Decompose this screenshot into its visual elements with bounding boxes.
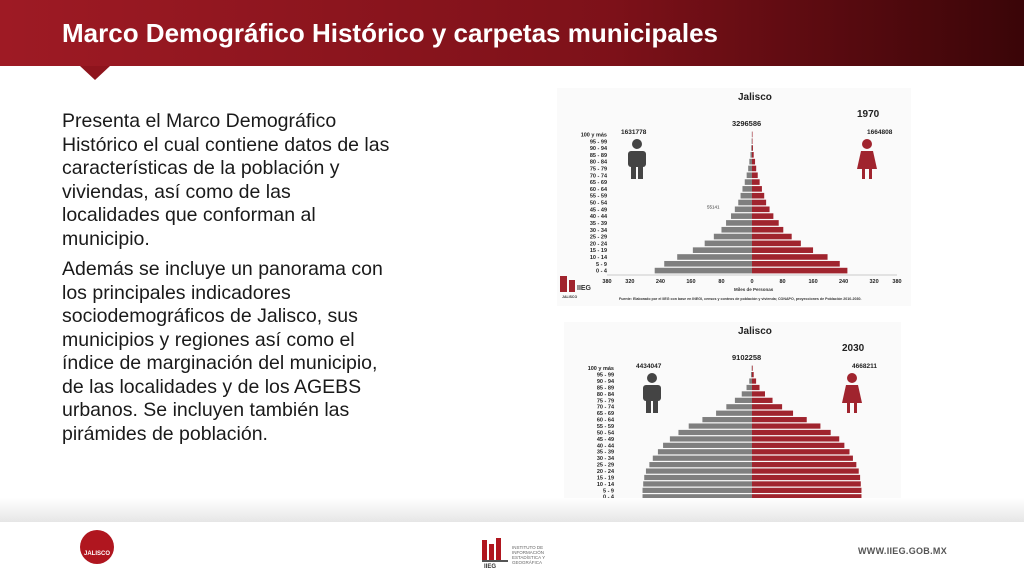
male-bar: [751, 372, 752, 377]
female-bar: [752, 475, 860, 480]
male-bar: [714, 234, 752, 240]
iieg-org-name: INSTITUTO DE INFORMACIÓN ESTADÍSTICA Y GEOGRÁFICA: [512, 545, 546, 565]
female-bar: [752, 391, 765, 396]
female-bar: [752, 213, 773, 219]
female-bar: [752, 254, 828, 260]
age-group-label: 10 - 14: [589, 255, 607, 262]
age-group-label: 50 - 54: [589, 200, 607, 207]
page-title: Marco Demográfico Histórico y carpetas municipales: [62, 18, 718, 48]
age-group-label: 100 y más: [587, 366, 614, 373]
age-group-label: 75 - 79: [596, 398, 614, 405]
male-bar: [747, 385, 752, 390]
female-bar: [752, 423, 820, 428]
female-bar: [752, 488, 861, 493]
female-bar: [752, 385, 760, 390]
female-bar: [752, 481, 861, 486]
male-bar: [670, 436, 752, 441]
age-group-label: 65 - 69: [589, 180, 607, 187]
x-tick-label: 80: [779, 279, 786, 285]
x-tick-label: 380: [602, 279, 612, 285]
age-group-label: 60 - 64: [596, 417, 614, 424]
age-group-label: 25 - 29: [596, 462, 614, 469]
chart-annotation: 55141: [707, 204, 720, 210]
male-silhouette-icon: [628, 139, 646, 179]
x-tick-label: 0: [750, 279, 754, 285]
female-bar: [752, 430, 831, 435]
age-group-label: 35 - 39: [589, 220, 607, 227]
body-text: [62, 110, 392, 453]
chart-title: Jalisco: [738, 92, 772, 103]
age-group-label: 40 - 44: [589, 214, 607, 221]
male-bar: [721, 227, 752, 233]
male-bar: [646, 468, 752, 473]
male-bar: [749, 159, 752, 165]
age-group-label: 25 - 29: [589, 234, 607, 241]
female-bar: [752, 366, 753, 371]
female-bar: [752, 152, 754, 158]
male-bar: [658, 449, 752, 454]
female-bar: [752, 268, 847, 274]
female-bar: [752, 247, 813, 253]
female-bar: [752, 468, 859, 473]
age-group-label: 40 - 44: [596, 443, 614, 450]
age-group-label: 35 - 39: [596, 449, 614, 456]
female-bar: [752, 179, 760, 185]
male-bar: [664, 261, 752, 267]
male-bar: [751, 145, 752, 151]
female-bar: [752, 159, 755, 165]
age-group-label: 20 - 24: [596, 469, 614, 475]
female-bar: [752, 220, 779, 226]
chart-total: 3296586: [732, 119, 762, 128]
bottom-band: [0, 498, 1024, 522]
age-group-label: 85 - 89: [596, 385, 614, 392]
male-bar: [705, 241, 752, 247]
age-group-label: 55 - 59: [589, 193, 607, 200]
x-tick-label: 160: [808, 279, 818, 285]
male-bar: [716, 411, 752, 416]
female-bar: [752, 207, 770, 213]
age-group-label: 85 - 89: [589, 152, 607, 159]
age-group-label: 95 - 99: [596, 372, 614, 379]
x-tick-label: 240: [838, 279, 849, 285]
chart-total: 9102258: [732, 353, 762, 362]
female-bar: [752, 443, 844, 448]
male-bar: [649, 462, 752, 467]
male-bar: [735, 207, 752, 213]
male-bar: [677, 254, 752, 260]
age-group-label: 80 - 84: [596, 391, 614, 398]
chart-logo-icon: [560, 276, 567, 292]
male-bar: [738, 200, 752, 206]
header-notch: [80, 66, 110, 80]
age-group-label: 20 - 24: [589, 241, 607, 248]
female-bar: [752, 132, 753, 138]
age-group-label: 30 - 34: [589, 227, 607, 234]
male-bar: [748, 166, 752, 172]
female-bar: [752, 456, 853, 461]
age-group-label: 45 - 49: [589, 207, 607, 214]
female-bar: [752, 241, 801, 247]
female-bar: [752, 436, 839, 441]
female-bar: [752, 227, 783, 233]
male-bar: [693, 247, 752, 253]
population-pyramid-1970: [557, 88, 911, 306]
paragraph-2: Además se incluye un panorama con los principales indicadores sociodemográficos de Jalisco, sus municipios y regiones así como el índice de marginación del municipio, de las localidades y de los AGEBS urbanos. Se incluyen también las pirámides de población.: [62, 258, 383, 445]
pyramid-1970-svg: [557, 88, 911, 306]
female-bar: [752, 145, 753, 151]
male-bar: [726, 220, 752, 226]
chart-logo-text: IIEG: [577, 285, 592, 292]
male-bar: [726, 404, 752, 409]
women-total: 4668211: [852, 363, 877, 370]
male-bar: [644, 475, 752, 480]
x-tick-label: 380: [892, 279, 902, 285]
female-bar: [752, 234, 792, 240]
source-note: Fuente: Elaborado por el IIEG con base en INEGI, censos y conteos de población y vivienda; CONAPO, proyecciones de Población 2010-2030.: [619, 297, 862, 301]
age-group-label: 15 - 19: [596, 475, 614, 482]
male-bar: [678, 430, 752, 435]
website-url[interactable]: WWW.IIEG.GOB.MX: [858, 546, 947, 556]
male-bar: [745, 179, 752, 185]
female-bar: [752, 261, 840, 267]
male-bar: [653, 456, 752, 461]
age-group-label: 60 - 64: [589, 186, 607, 193]
age-group-label: 95 - 99: [589, 139, 607, 146]
female-bar: [752, 462, 856, 467]
age-group-label: 75 - 79: [589, 166, 607, 173]
female-bar: [752, 417, 807, 422]
male-bar: [663, 443, 752, 448]
male-silhouette-icon: [643, 373, 661, 413]
female-bar: [752, 411, 793, 416]
age-group-label: 65 - 69: [596, 411, 614, 418]
female-silhouette-icon: [857, 139, 877, 179]
male-bar: [643, 488, 752, 493]
age-group-label: 70 - 74: [589, 173, 607, 180]
female-bar: [752, 200, 766, 206]
x-tick-label: 320: [869, 279, 879, 285]
female-bar: [752, 193, 764, 199]
chart-logo-icon: [569, 280, 575, 292]
age-group-label: 5 - 9: [595, 261, 607, 268]
age-group-label: 10 - 14: [596, 481, 614, 488]
female-bar: [752, 172, 758, 178]
men-total: 1631778: [621, 129, 647, 136]
paragraph-1: Presenta el Marco Demográfico Histórico el cual contiene datos de las características de la población y viviendas, así como de las localidades que conforman al municipio.: [62, 110, 390, 250]
age-group-label: 90 - 94: [596, 379, 614, 385]
age-group-label: 15 - 19: [589, 248, 607, 255]
male-bar: [742, 186, 752, 192]
female-silhouette-icon: [842, 373, 862, 413]
age-group-label: 70 - 74: [596, 404, 614, 411]
female-bar: [752, 398, 773, 403]
age-group-label: 45 - 49: [596, 436, 614, 443]
chart-seal-text: JALISCO: [562, 295, 578, 299]
male-bar: [731, 213, 752, 219]
chart-year: 2030: [842, 343, 865, 354]
age-group-label: 30 - 34: [596, 456, 614, 463]
age-group-label: 55 - 59: [596, 424, 614, 430]
male-bar: [742, 391, 752, 396]
female-bar: [752, 372, 754, 377]
age-group-label: 100 y más: [580, 132, 607, 139]
female-bar: [752, 186, 762, 192]
age-group-label: 80 - 84: [589, 159, 607, 166]
female-bar: [752, 378, 756, 383]
male-bar: [655, 268, 752, 274]
female-bar: [752, 449, 850, 454]
jalisco-seal-icon: [80, 530, 114, 564]
male-bar: [702, 417, 752, 422]
chart-title: Jalisco: [738, 326, 772, 337]
x-axis-label: Miles de Personas: [734, 287, 774, 292]
age-group-label: 0 - 4: [595, 268, 607, 275]
male-bar: [750, 152, 752, 158]
x-tick-label: 240: [655, 279, 666, 285]
x-tick-label: 160: [686, 279, 696, 285]
male-bar: [735, 398, 752, 403]
female-bar: [752, 166, 756, 172]
male-bar: [749, 378, 752, 383]
male-bar: [689, 423, 752, 428]
x-tick-label: 80: [718, 279, 725, 285]
female-bar: [752, 138, 753, 144]
men-total: 4434047: [636, 363, 662, 370]
x-tick-label: 320: [625, 279, 635, 285]
male-bar: [741, 193, 752, 199]
age-group-label: 50 - 54: [596, 430, 614, 437]
chart-year: 1970: [857, 109, 880, 120]
age-group-label: 90 - 94: [589, 146, 607, 153]
male-bar: [747, 172, 752, 178]
female-bar: [752, 404, 782, 409]
male-bar: [643, 481, 752, 486]
age-group-label: 5 - 9: [602, 488, 614, 495]
jalisco-seal-label: JALISCO: [83, 551, 110, 557]
women-total: 1664808: [867, 129, 893, 136]
iieg-logo-text: IIEG: [484, 564, 497, 570]
